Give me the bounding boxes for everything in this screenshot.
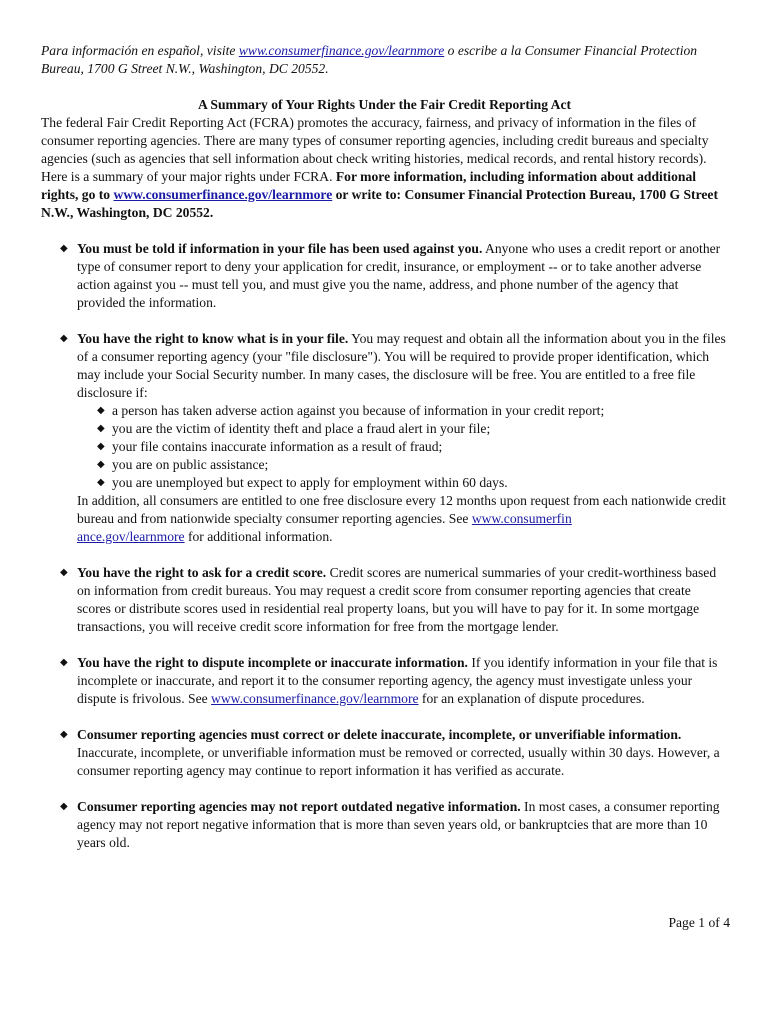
intro-learnmore-link[interactable]: www.consumerfinance.gov/learnmore — [113, 187, 333, 202]
sub-list-item — [77, 402, 728, 420]
sub-list-item — [77, 420, 728, 438]
item-text: Credit scores are numerical summaries of your credit-worthiness based on information from credit bureaus. You may request a credit score from consumer reporting agencies that create scores or distribute scores used in residential real property loans, but you will have to pay for it. In some mortgage transactions, you will receive credit score information for free from the mortgage lender. — [77, 565, 717, 634]
list-item — [41, 798, 728, 852]
diamond-bullet-icon: ◆ — [60, 801, 68, 812]
item-heading: Consumer reporting agencies may not report outdated negative information. — [77, 799, 521, 814]
sub-list — [77, 402, 728, 492]
sub-item-text: you are on public assistance; — [112, 457, 269, 472]
diamond-bullet-icon: ◆ — [97, 423, 105, 434]
intro-bold-end: or write to: Consumer Financial Protection Bureau, 1700 G Street N.W., Washington, DC 20552. — [41, 187, 718, 220]
diamond-bullet-icon: ◆ — [60, 333, 68, 344]
rights-list — [41, 240, 728, 852]
list-item — [41, 726, 728, 780]
link-part-b: ance.gov/learnmore — [77, 529, 185, 544]
sub-item-text: your file contains inaccurate information as a result of fraud; — [112, 439, 443, 454]
link-part-a: www.consumerfin — [471, 511, 572, 526]
item-heading: Consumer reporting agencies must correct or delete inaccurate, incomplete, or unverifiable information. — [77, 727, 682, 742]
diamond-bullet-icon: ◆ — [97, 459, 105, 470]
sub-item-text: you are the victim of identity theft and place a fraud alert in your file; — [112, 421, 491, 436]
list-item — [41, 330, 728, 546]
list-item — [41, 240, 728, 312]
page-title: A Summary of Your Rights Under the Fair Credit Reporting Act — [197, 97, 572, 112]
list-item — [41, 654, 728, 708]
diamond-bullet-icon: ◆ — [97, 477, 105, 488]
diamond-bullet-icon: ◆ — [60, 729, 68, 740]
list-item — [41, 564, 728, 636]
spanish-text: Para información en español, visite — [41, 43, 239, 58]
item-heading: You have the right to ask for a credit score. — [77, 565, 327, 580]
sub-list-item — [77, 456, 728, 474]
intro-bold-text: For more information, including information about additional rights, go to — [41, 169, 697, 202]
sub-item-text: a person has taken adverse action against you because of information in your credit report; — [112, 403, 605, 418]
intro-text: The federal Fair Credit Reporting Act (FCRA) promotes the accuracy, fairness, and privacy of information in the files of consumer reporting agencies. There are many types of consumer reporting agencies, including credit bureaus and specialty agencies (such as agencies that sell information about check writing histories, medical records, and rental history records). Here is a summary of your major rights under FCRA. — [41, 115, 709, 184]
diamond-bullet-icon: ◆ — [60, 657, 68, 668]
item-text: If you identify information in your file that is incomplete or inaccurate, and report it to the consumer reporting agency, the agency must investigate unless your dispute is frivolous. See — [77, 655, 718, 706]
item-heading: You must be told if information in your file has been used against you. — [77, 241, 483, 256]
item-after-text: In addition, all consumers are entitled to one free disclosure every 12 months upon request from each nationwide credit bureau and from nationwide specialty consumer reporting agencies. See — [77, 493, 726, 526]
dispute-learnmore-link[interactable]: www.consumerfinance.gov/learnmore — [211, 691, 419, 706]
intro-paragraph — [41, 114, 728, 222]
item-heading: You have the right to know what is in your file. — [77, 331, 349, 346]
diamond-bullet-icon: ◆ — [97, 405, 105, 416]
item-text: In most cases, a consumer reporting agency may not report negative information that is more than seven years old, or bankruptcies that are more than 10 years old. — [77, 799, 720, 850]
item-text: Anyone who uses a credit report or another type of consumer report to deny your application for credit, insurance, or employment -- or to take another adverse action against you -- must tell you, and must give you the name, address, and phone number of the agency that provided the information. — [77, 241, 721, 310]
diamond-bullet-icon: ◆ — [60, 567, 68, 578]
sub-list-item — [77, 438, 728, 456]
item-text-end: for an explanation of dispute procedures. — [418, 691, 645, 706]
item-heading: You have the right to dispute incomplete or inaccurate information. — [77, 655, 468, 670]
item-text: Inaccurate, incomplete, or unverifiable information must be removed or corrected, usually within 30 days. However, a consumer reporting agency may continue to report information it has verified as accurate. — [77, 745, 720, 778]
sub-item-text: you are unemployed but expect to apply for employment within 60 days. — [112, 475, 508, 490]
spanish-notice — [41, 42, 728, 78]
spanish-learnmore-link[interactable]: www.consumerfinance.gov/learnmore — [238, 43, 445, 58]
page-number: Page 1 of 4 — [668, 915, 730, 930]
item-after-end: for additional information. — [184, 529, 333, 544]
diamond-bullet-icon: ◆ — [97, 441, 105, 452]
spanish-text-end: o escribe a la Consumer Financial Protection Bureau, 1700 G Street N.W., Washington, DC 20552. — [41, 43, 698, 76]
item-text: You may request and obtain all the information about you in the files of a consumer reporting agency (your "file disclosure"). You will be required to provide proper identification, which may include your Social Security number. In many cases, the disclosure will be free. You are entitled to a free file disclosure if: — [77, 331, 726, 400]
sub-list-item — [77, 474, 728, 492]
diamond-bullet-icon: ◆ — [60, 243, 68, 254]
